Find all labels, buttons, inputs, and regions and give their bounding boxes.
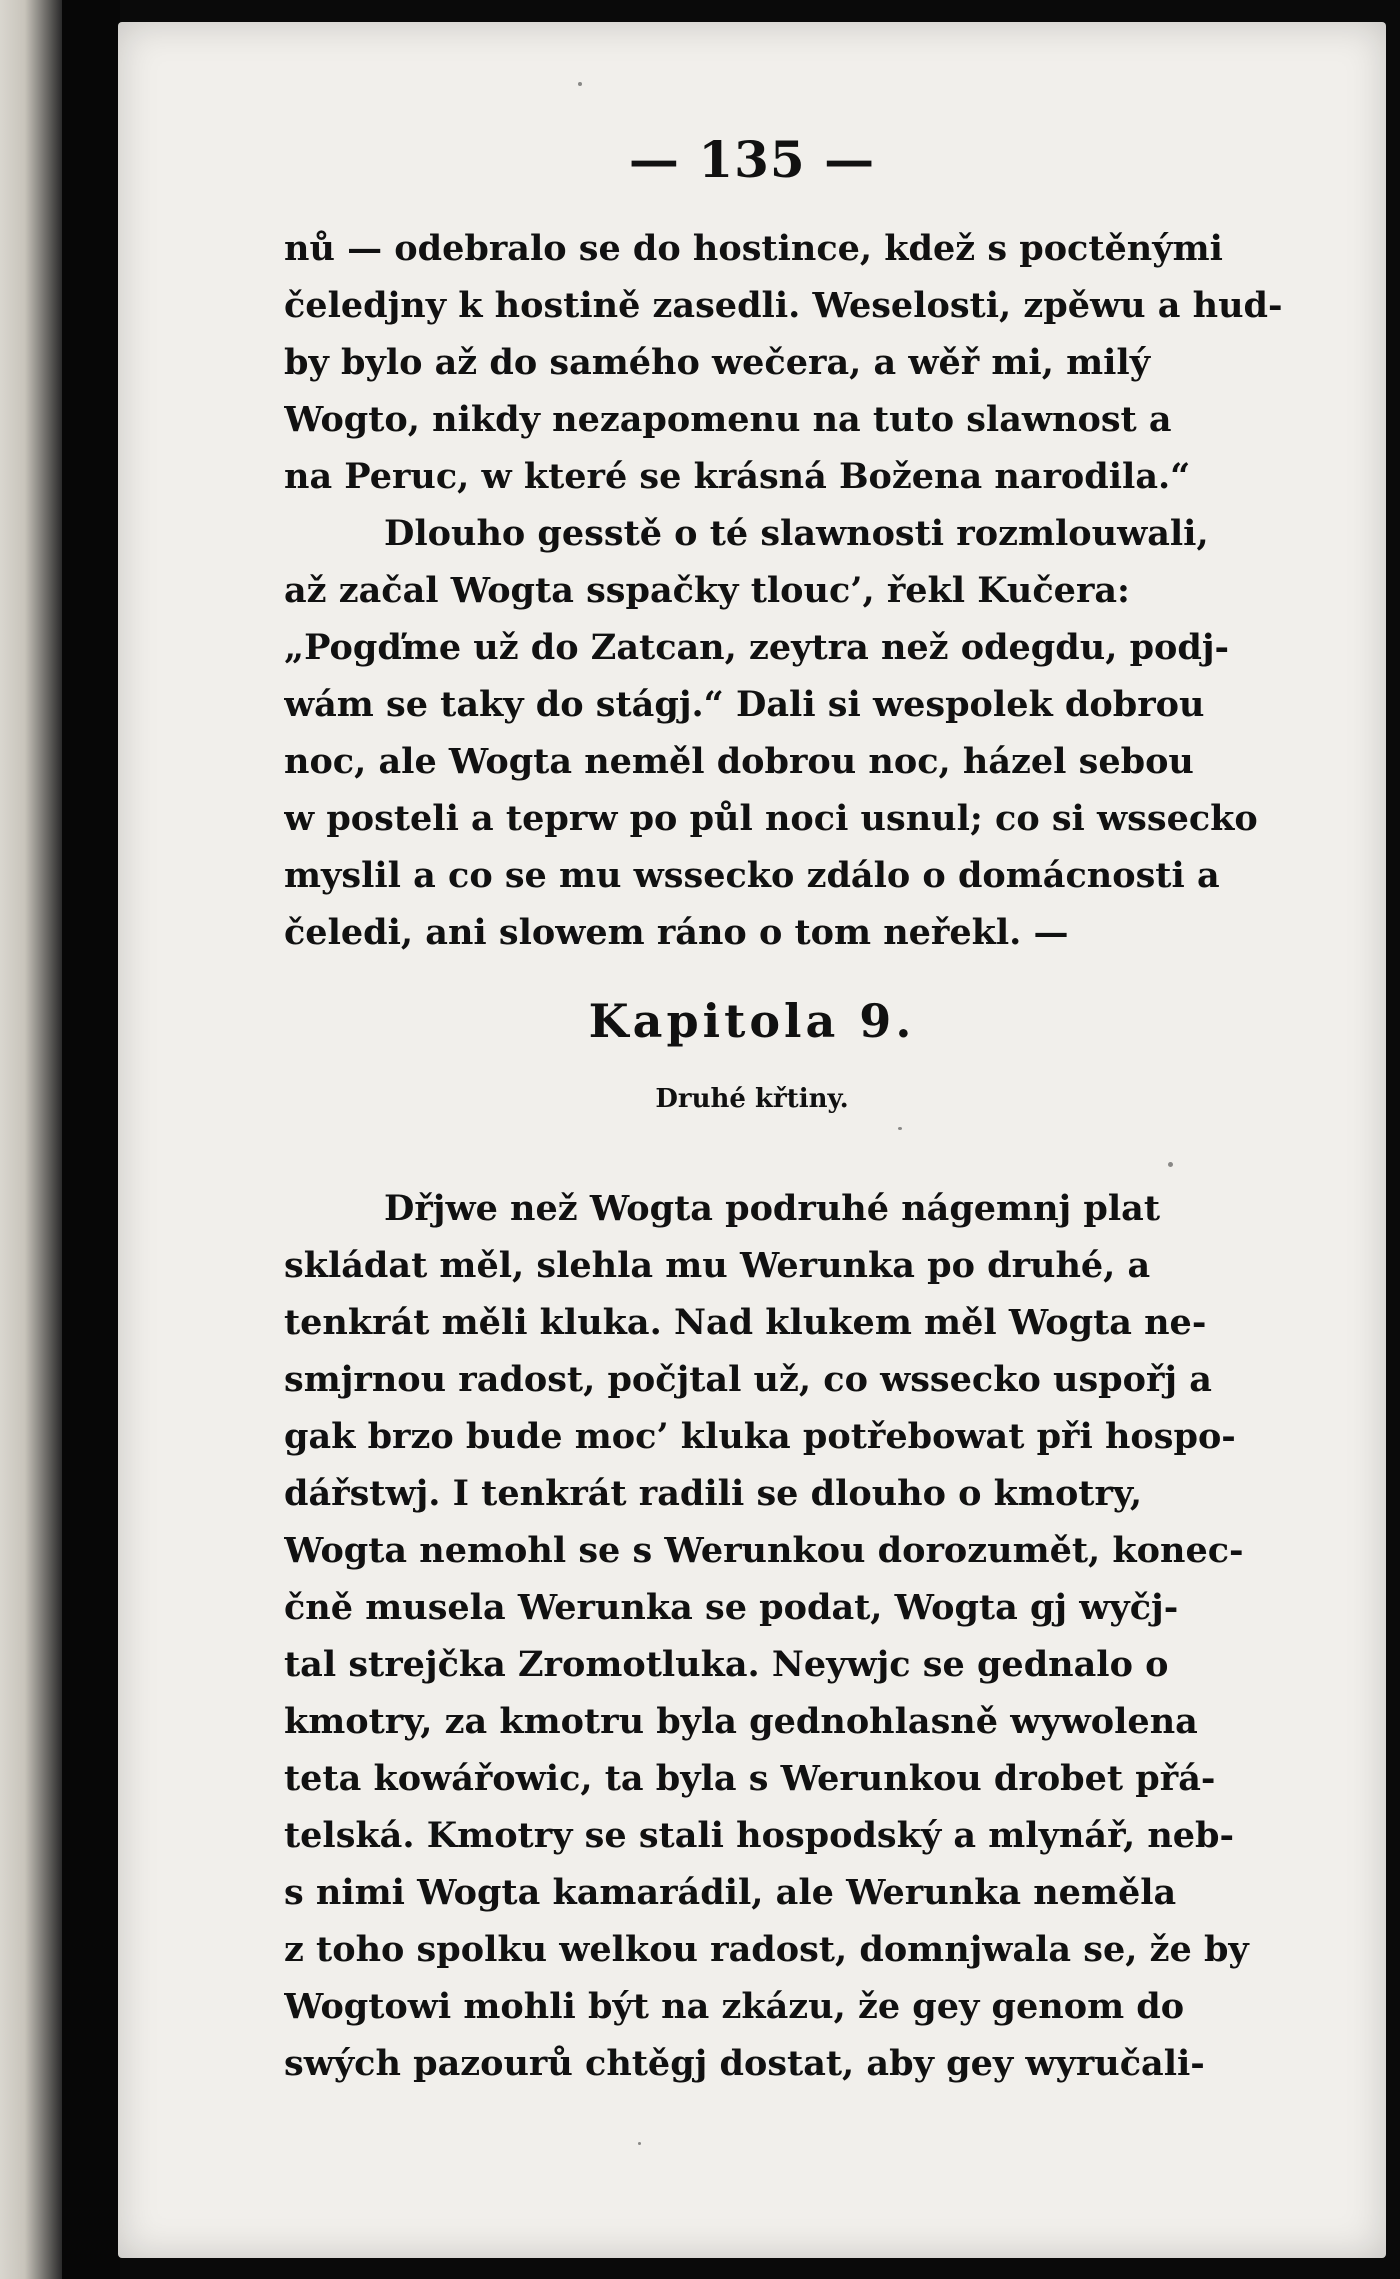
text-line: čeledi, ani slowem ráno o tom neřekl. — — [284, 912, 1069, 953]
text-line: čně musela Werunka se podat, Wogta gj wyčj- — [284, 1587, 1179, 1628]
text-line: wám se taky do stágj.“ Dali si wespolek dobrou — [284, 684, 1205, 725]
paragraph-1 — [284, 220, 1344, 961]
text-line: myslil a co se mu wssecko zdálo o domácnosti a — [284, 855, 1220, 896]
text-line: skládat měl, slehla mu Werunka po druhé, a — [284, 1245, 1151, 1286]
text-line: noc, ale Wogta neměl dobrou noc, házel sebou — [284, 741, 1194, 782]
text-line: čeledjny k hostině zasedli. Weselosti, zpěwu a hud- — [284, 285, 1283, 326]
text-line: gak brzo bude moc’ kluka potřebowat při hospo- — [284, 1416, 1236, 1457]
text-line: swých pazourů chtěgj dostat, aby gey wyručali- — [284, 2043, 1205, 2084]
text-line: smjrnou radost, počjtal už, co wssecko uspořj a — [284, 1359, 1212, 1400]
text-line: Dřjwe než Wogta podruhé nágemnj plat — [384, 1188, 1160, 1229]
text-line: w posteli a teprw po půl noci usnul; co si wssecko — [284, 798, 1258, 839]
text-line: s nimi Wogta kamarádil, ale Werunka neměla — [284, 1872, 1177, 1913]
text-line: dářstwj. I tenkrát radili se dlouho o kmotry, — [284, 1473, 1143, 1514]
paper-speck — [898, 1127, 902, 1130]
text-line: Wogtowi mohli být na zkázu, že gey genom do — [284, 1986, 1185, 2027]
text-line: „Pogďme už do Zatcan, zeytra než odegdu, podj- — [284, 627, 1230, 668]
paper-speck — [1168, 1162, 1173, 1167]
text-line: by bylo až do samého wečera, a wěř mi, milý — [284, 342, 1151, 383]
book-page — [118, 22, 1386, 2258]
paragraph-2 — [284, 1180, 1344, 2092]
paper-speck — [578, 82, 582, 86]
text-line: až začal Wogta sspačky tlouc’, řekl Kučera: — [284, 570, 1130, 611]
text-line: tenkrát měli kluka. Nad klukem měl Wogta ne- — [284, 1302, 1207, 1343]
text-line: telská. Kmotry se stali hospodský a mlynář, neb- — [284, 1815, 1235, 1856]
text-line: teta kowářowic, ta byla s Werunkou drobet přá- — [284, 1758, 1216, 1799]
text-line: kmotry, za kmotru byla gednohlasně wywolena — [284, 1701, 1198, 1742]
chapter-subtitle: Druhé křtiny. — [655, 1084, 849, 1114]
previous-page-edge — [0, 0, 62, 2279]
paper-speck — [638, 2142, 641, 2145]
page-number: — 135 — — [628, 130, 876, 189]
text-line: Dlouho gesstě o té slawnosti rozmlouwali, — [384, 513, 1209, 554]
text-line: nů — odebralo se do hostince, kdež s poctěnými — [284, 228, 1223, 269]
book-gutter — [62, 0, 120, 2279]
chapter-heading: Kapitola 9. — [588, 994, 916, 1048]
text-line: na Peruc, w které se krásná Božena narodila.“ — [284, 456, 1191, 497]
text-line: tal strejčka Zromotluka. Neywjc se gednalo o — [284, 1644, 1169, 1685]
text-line: Wogta nemohl se s Werunkou dorozumět, konec- — [284, 1530, 1244, 1571]
text-line: z toho spolku welkou radost, domnjwala se, že by — [284, 1929, 1249, 1970]
text-line: Wogto, nikdy nezapomenu na tuto slawnost a — [284, 399, 1172, 440]
